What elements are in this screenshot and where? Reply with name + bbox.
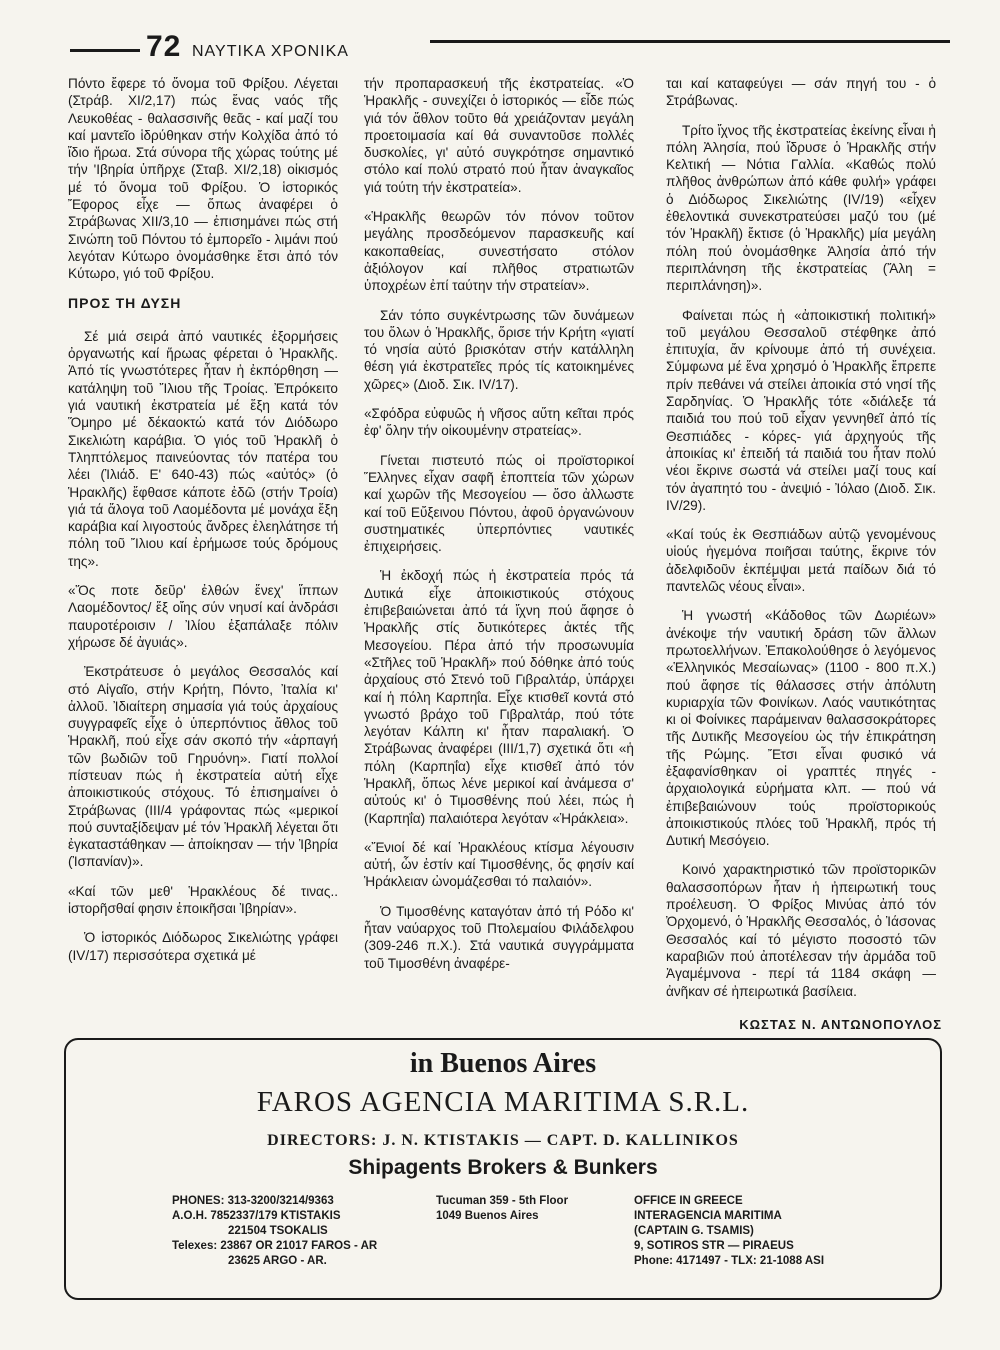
ad-phones-line: 23625 ARGO - AR.: [228, 1255, 327, 1267]
ad-greece-line: INTERAGENCIA MARITIMA: [634, 1210, 782, 1222]
page-number: 72: [146, 30, 182, 63]
author-signature: ΚΩΣΤΑΣ Ν. ΑΝΤΩΝΟΠΟΥΛΟΣ: [739, 1017, 942, 1032]
paragraph: Σέ μιά σειρά ἀπό ναυτικές ἐξορμήσεις ὀργανωτής καί ἥρωας φέρεται ὁ Ἡρακλῆς. Ἀπό τίς γνωστότερες ἦταν ἡ ἐκπόρθηση — κατάληψη τοῦ Ἴλιου τῆς Τροίας. Ἐπρόκειτο γιά ναυτική ἐκστρατεία μέ ἕξη κατά τόν Ὅμηρο μέ δέκαοκτώ κατά τόν Διόδωρο Σικελιώτη καράβια. Ὁ γιός τοῦ Ἡρακλῆ ὁ Τληπτόλεμος παινεύοντας τόν πατέρα του λέει (Ἰλιάδ. Ε' 640-43) πώς «αὐτός» (ὁ Ἡρακλῆς) ἔφθασε κάποτε ἐδῶ (στήν Τροία) γιά τά ἄλογα τοῦ Λαομέδοντα μέ μονάχα ἕξη καράβια καί λιγοστούς ἄνδρες ἐλεηλάτησε τή πόλη τοῦ Ἴλιου καί ἐρήμωσε τούς δρόμους της».: [68, 328, 338, 569]
paragraph: Ὁ ἱστορικός Διόδωρος Σικελιώτης γράφει (IV/17) περισσότερα σχετικά μέ: [68, 930, 338, 963]
quote-paragraph: «Ἡρακλῆς θεωρῶν τόν πόνον τοῦτον μεγάλης προσδεόμενον παρασκευῆς καί κακοπαθείας, συνεστήσατο στόλον ἀξιόλογον καί πλῆθος στρατιωτῶν ὑποχρέων ἐπί ταύτην τήν στρατείαν».: [364, 209, 634, 294]
header-rule-left: [70, 49, 140, 52]
paragraph: Πόντο ἔφερε τό ὄνομα τοῦ Φρίξου. Λέγεται (Στράβ. XI/2,17) πώς ἕνας ναός τῆς Λευκοθέας - θαλασσινῆς θεᾶς - καί μαζί του καί μαντεῖο ἱδρύθηκαν στήν Κολχίδα ἀπό τό ἴδιο ἥρωα. Στά σύνορα τῆς χώρας τούτης μέ τήν 'Ιβηρία ὑπῆρχε (Σταβ. XI/2,18) οἰκισμός μέ τό ὄνομα τοῦ Φρίξου. Ὁ ἱστορικός Ἔφορος εἶχε — ὅπως ἀναφέρει ὁ Στράβωνας XII/3,10 — ἐπισημάνει πώς στή Σινώπη τοῦ Πόντου τό ἐμπορεῖο - λιμάνι πού λεγόταν Κύτωρο ὀνομάσθηκε ἔτσι ἀπό τόν Κύτωρο, γιό τοῦ Φρίξου.: [68, 76, 338, 282]
ad-address-line: Tucuman 359 - 5th Floor: [436, 1195, 569, 1207]
paragraph: Ἡ γνωστή «Κάδοθος τῶν Δωριέων» ἀνέκοψε τήν ναυτική δράση τῶν ἄλλων πρωτοελλήνων. Ἐπακολούθησε ὁ λεγόμενος «Ἑλληνικός Μεσαίωνας» (1100 - 800 π.Χ.) πού ἄφησε τίς θάλασσες στήν ἀπόλυτη κυριαρχία τῶν Φοινίκων. Λαός ναυτικότητας κι οἱ Φοίνικες παράμειναν θαλασσοκράτορες τῆς Δυτικῆς Μεσογείου ὡς τήν ἐπικράτηση τῆς Ρώμης. Ἔτσι εἶναι φυσικό νά ἐξαφανίσθηκαν οἱ γραπτές πηγές - ἀρχαιολογικά εὑρήματα κλπ. — πού νά ἐπιβεβαιώνουν τούς προϊστορικούς ἀποικιστικούς πλόες τοῦ Ἡρακλῆ, πρός τή Δυτική Μεσόγειο.: [666, 608, 936, 849]
ad-services: Shipagents Brokers & Bunkers: [348, 1156, 658, 1179]
paragraph: Σάν τόπο συγκέντρωσης τῶν δυνάμεων του ὅλων ὁ Ἡρακλῆς, ὅρισε τήν Κρήτη «γιατί τό νησία αὐτό βρισκόταν στήν κατάλληλη θέση γιά ἐκστρατεῖες πρός τίς κατοικημένες χῶρες» (Διοδ. Σικ. IV/17).: [364, 307, 634, 392]
article-column-1: [68, 75, 338, 964]
ad-greece-line: Phone: 4171497 - TLX: 21-1088 ASI: [634, 1255, 825, 1267]
article-column-2: [364, 75, 634, 972]
ad-greece-line: (CAPTAIN G. TSAMIS): [634, 1225, 754, 1237]
ad-greece-line: OFFICE IN GREECE: [634, 1195, 743, 1207]
page-header: [70, 30, 950, 74]
quote-paragraph: «Ἔνιοί δέ καί Ἡρακλέους κτίσμα λέγουσιν αὐτή, ὧν ἐστίν καί Τιμοσθένης, ὅς φησίν καί Ἡράκλειαν ὠνομάζεσθαι τό παλαιόν».: [364, 839, 634, 890]
ad-phones-line: PHONES: 313-3200/3214/9363: [172, 1195, 334, 1207]
ad-phones-line: A.O.H. 7852337/179 KTISTAKIS: [172, 1210, 341, 1222]
ad-phones-block: [172, 1194, 377, 1269]
paragraph: Ὁ Τιμοσθένης καταγόταν ἀπό τή Ρόδο κι' ἦταν ναύαρχος τοῦ Πτολεμαίου Φιλάδελφου (309-246 π.Χ.). Στά ναυτικά συγγράμματα τοῦ Τιμοσθένη ἀναφέρε-: [364, 903, 634, 971]
ad-phones-line: Telexes: 23867 OR 21017 FAROS - AR: [172, 1240, 378, 1252]
article-column-3: [666, 75, 936, 1012]
ad-directors: DIRECTORS: J. N. KTISTAKIS — CAPT. D. KALLINIKOS: [267, 1132, 739, 1149]
paragraph: Ἐκστράτευσε ὁ μεγάλος Θεσσαλός καί στό Αἰγαῖο, στήν Κρήτη, Πόντο, Ἰταλία κι' ἀλλοῦ. Ἰδιαίτερη σημασία γιά τούς ἀρχαίους συγγραφεῖς εἶχε ὁ ὑπερπόντιος ἄθλος τοῦ Ἡρακλῆ, πού εἶχε σάν σκοπό τήν «ἁρπαγή τῶν βωδιῶν τοῦ Γηρυόνη». Γιατί πολλοί πίστευαν πώς ἡ ἐκστρατεία αὐτή εἶχε ἀποικιστικούς στόχους. Τό ἐπισημαίνει ὁ Στράβωνας (III/4 γράφοντας πώς «μερικοί πού συνταξίδεψαν μέ τόν Ἡρακλῆ λέγεται ὅτι ἐγκαταστάθηκαν — ἀποίκησαν — τήν Ἰβηρία (Ἰσπανίαν)».: [68, 664, 338, 870]
paragraph: Κοινό χαρακτηριστικό τῶν προϊστορικῶν θαλασσοπόρων ἦταν ἡ ἠπειρωτική τους προέλευση. Ὁ Φρίξος Μινύας ἀπό τόν Ὀρχομενό, ὁ Ἡρακλῆς Θεσσαλός, ὁ Ἰάσονας Θεσσαλός καί τό μέγιστο ποσοστό τῶν καραβιῶν πού ἀποτέλεσαν τήν ἀρμάδα τοῦ Ἀγαμέμνονα - περί τά 1184 σκάφη — ἀνῆκαν σέ ἠπειρωτικά βασίλεια.: [666, 862, 936, 999]
ad-greece-line: 9, SOTIROS STR — PIRAEUS: [634, 1240, 794, 1252]
ad-address-block: [436, 1194, 568, 1224]
quote-paragraph: «Καί τούς ἐκ Θεσπιάδων αὐτῷ γενομένους υἱούς ἡγεμόνα ποιῆσαι ταύτης, ἔκρινε τόν ἀδελφιδοῦν ἐκπέμψαι μετά παίδων διά τό παντελῶς νέους εἶναι».: [666, 527, 936, 595]
ad-city: in Buenos Aires: [409, 1048, 597, 1079]
ad-company-name: FAROS AGENCIA MARITIMA S.R.L.: [256, 1086, 750, 1118]
paragraph: τήν προπαρασκευή τῆς ἐκστρατείας. «Ὁ Ἡρακλῆς - συνεχίζει ὁ ἱστορικός — εἶδε πώς γιά τόν ἄθλον τοῦτο θά χρειάζονταν μεγάλη προετοιμασία καί θά συναντοῦσε πολλές δυσκολίες, γι' αὐτό συγκρότησε σημαντικό στόλο καί πολύ στρατό πού ἦταν ἀναγκαῖος γιά τούτη τήν ἐκστρατεία».: [364, 76, 634, 195]
quote-paragraph: «Σφόδρα εὐφυῶς ἡ νῆσος αὕτη κεῖται πρός ἐφ' ὅλην τήν οἰκουμένην στρατείας».: [364, 406, 634, 439]
paragraph: Ἡ ἐκδοχή πώς ἡ ἐκστρατεία πρός τά Δυτικά εἶχε ἀποικιστικούς στόχους ἐπιβεβαιώνεται ἀπό τά ἴχνη πού ἄφησε ὁ Ἡρακλῆς στίς δυτικότερες ἀκτές τῆς Μεσογείου. Πέρα ἀπό τήν προσωνυμία «Στῆλες τοῦ Ἡρακλῆ» πού δόθηκε ἀπό τούς ἀρχαίους στό Στενό τοῦ Γιβραλτάρ, ὑπάρχει καί ἡ πόλη Καρπηΐα. Εἶχε κτισθεῖ κοντά στό γνωστό βράχο τοῦ Γιβραλτάρ, πού τότε λεγόταν Κάλπη κι' ἦταν παραλιακή. Ὁ Στράβωνας ἀναφέρει (III/1,7) σχετικά ὅτι «ἡ πόλη (Καρπηΐα) εἶχε κτισθεῖ ἀπό τόν Ἡρακλῆ, ὅπως λένε μερικοί καί ἀνάμεσα σ' αὐτούς κι' ὁ Τιμοσθένης πού λέει, πώς ἡ (Καρπηΐα) παλαιότερα λεγόταν «Ἡράκλεια».: [364, 568, 634, 826]
paragraph: Φαίνεται πώς ἡ «ἀποικιστική πολιτική» τοῦ μεγάλου Θεσσαλοῦ στέφθηκε ἀπό ἐπιτυχία, ἄν κρίνουμε ἀπό τή συνέχεια. Σύμφωνα μέ ἕνα χρησμό ὁ Ἡρακλῆς ἔπρεπε πρίν πεθάνει νά στείλει ἀποικία στό νησί τῆς Σαρδηνίας. Ὁ Ἡρακλῆς τότε «διάλεξε τά παιδιά του πού τοῦ εἶχαν γεννηθεῖ ἀπό τίς Θεσπιάδες - κόρες- γιά ἀρχηγούς τῆς ἀποικίας κι' ἐπειδή τά παιδιά του ἦταν πολύ νέοι ἔκρινε σωστά νά στείλει μαζί τους καί τόν ἀγαπητό του - ἀνεψιό - Ἰόλαο (Διοδ. Σικ. IV/29).: [666, 307, 936, 513]
paragraph: ται καί καταφεύγει — σάν πηγή του - ὁ Στράβωνας.: [666, 76, 936, 109]
section-heading: ΠΡΟΣ ΤΗ ΔΥΣΗ: [68, 294, 182, 311]
advertisement-box: [64, 1038, 942, 1300]
header-rule-right: [430, 40, 950, 43]
paragraph: Γίνεται πιστευτό πώς οἱ προϊστορικοί Ἕλληνες εἶχαν σαφῆ ἐποπτεία τῶν χώρων καί χωρῶν τῆς Μεσογείου — ὅσο ἀλλωστε καί τοῦ Εὔξεινου Πόντου, ἀφοῦ ὀργανώνουν συστηματικές ὑπερπόντιες ναυτικές ἐπιχειρήσεις.: [364, 452, 634, 555]
paragraph: Τρίτο ἴχνος τῆς ἐκστρατείας ἐκείνης εἶναι ἡ πόλη Ἀλησία, πού ἴδρυσε ὁ Ἡρακλῆς στήν Κελτική — Νότια Γαλλία. «Καθώς πολύ πλῆθος ἀνθρώπων ἀπό κάθε φυλή» γράφει ὁ Διόδωρος Σικελιώτης (IV/19) «εἶχεν ἐθελοντικά συνεκστρατεύσει μαζύ του (μέ τόν Ἡρακλῆ) ἔκτισε (ὁ Ἡρακλῆς) μία μεγάλη πόλη πού ὀνομάσθηκε Ἀλησία ἀπό τήν περιπλάνηση τῆς ἐκστρατείας (Ἄλη = περιπλάνηση)».: [666, 122, 936, 294]
quote-paragraph: «Ὅς ποτε δεῦρ' ἐλθών ἕνεχ' ἵππων Λαομέδοντος/ ἕξ οἴης σύν νηυσί καί ἀνδράσι παυροτέροισιν / Ἰλίου ἐξαπάλαξε πόλιν χήρωσε δέ ἀγυιάς».: [68, 583, 338, 650]
quote-paragraph: «Καί τῶν μεθ' Ἡρακλέους δέ τινας.. ἱστορῆσθαί φησιν ἐποικῆσαι Ἰβηρίαν».: [68, 883, 338, 917]
ad-phones-line: 221504 TSOKALIS: [228, 1225, 328, 1237]
ad-address-line: 1049 Buenos Aires: [436, 1210, 539, 1222]
ad-greece-office-block: [634, 1194, 824, 1269]
magazine-title: ΝΑΥΤΙΚΑ ΧΡΟΝΙΚΑ: [192, 43, 349, 60]
